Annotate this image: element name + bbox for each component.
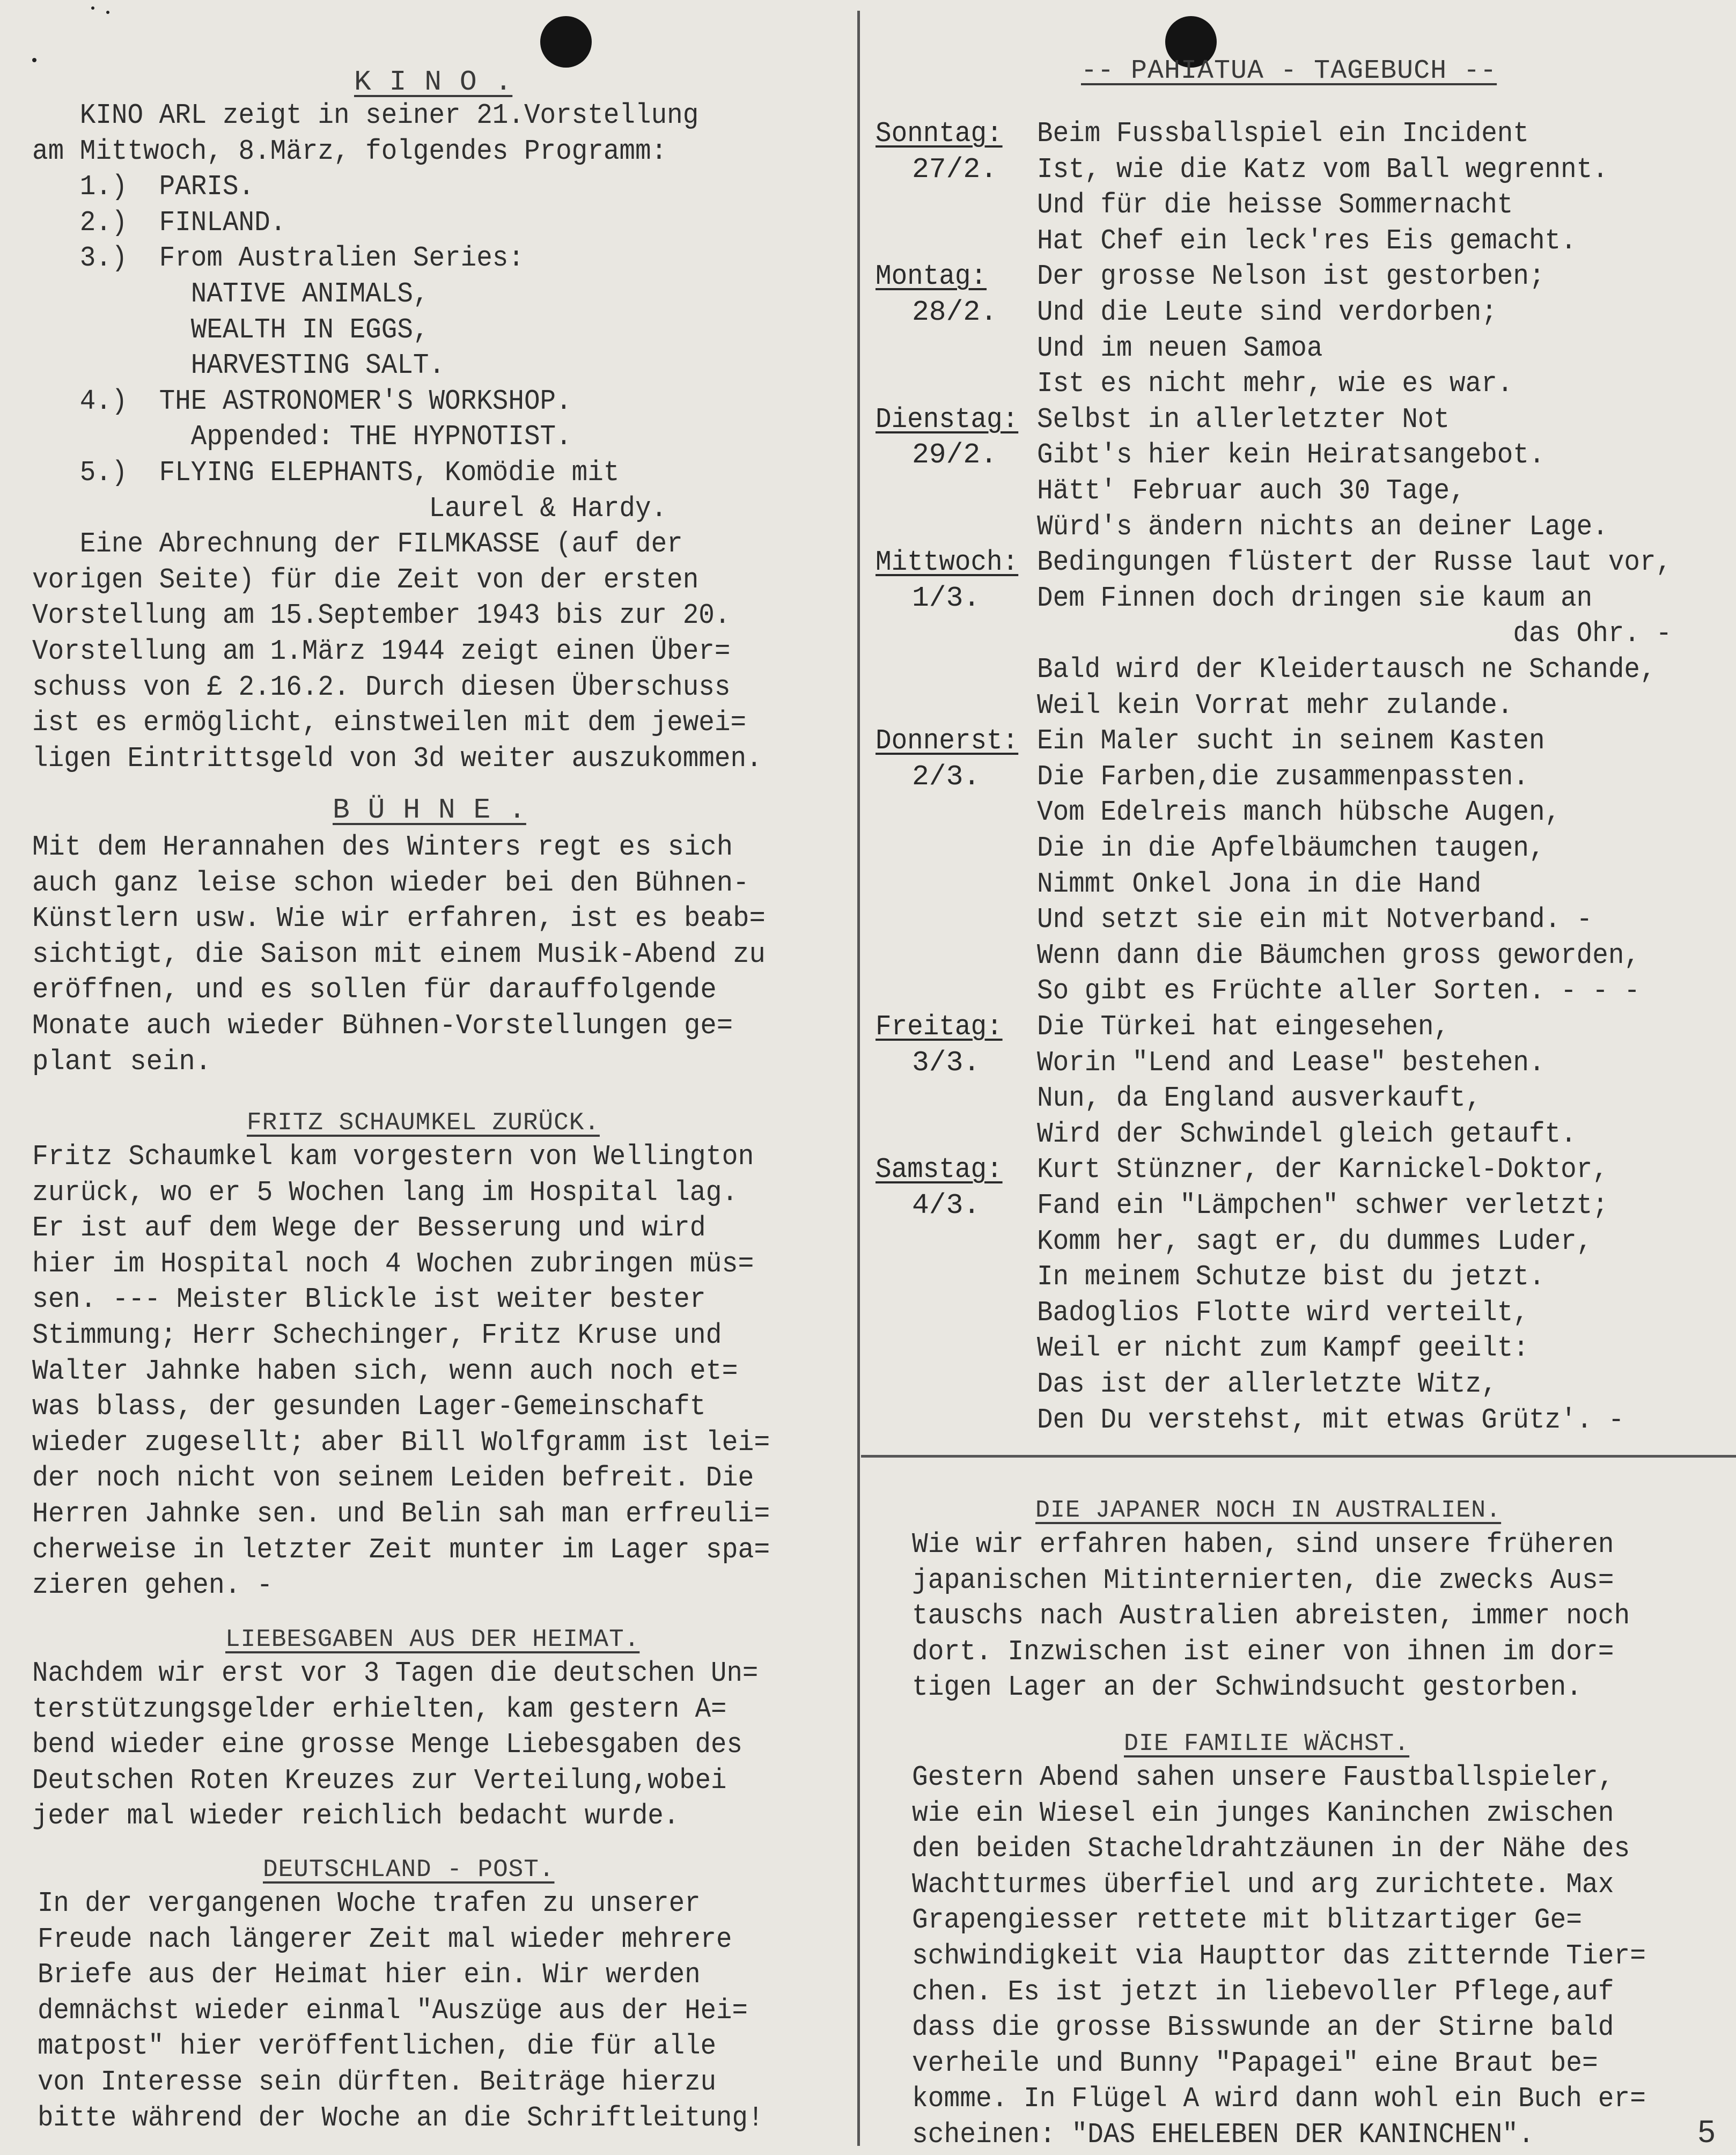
post-heading: DEUTSCHLAND - POST.: [263, 1856, 555, 1884]
text-line: bitte während der Woche an die Schriftleitung!: [38, 2101, 764, 2134]
text-line: zieren gehen. -: [32, 1569, 273, 1602]
diary-verse-line: Ein Maler sucht in seinem Kasten: [1037, 725, 1545, 757]
diary-verse-line: Weil kein Vorrat mehr zulande.: [1037, 689, 1513, 722]
text-line: Eine Abrechnung der FILMKASSE (auf der: [32, 528, 683, 561]
diary-verse-line: Würd's ändern nichts an deiner Lage.: [1037, 510, 1608, 543]
right-column: [861, 0, 1736, 2155]
kino-text: [32, 98, 762, 776]
text-line: KINO ARL zeigt in seiner 21.Vorstellung: [32, 99, 699, 131]
text-line: Walter Jahnke haben sich, wenn auch noch et=: [32, 1355, 738, 1387]
diary-verse-line: Fand ein "Lämpchen" schwer verletzt;: [1037, 1189, 1608, 1222]
text-line: Vorstellung am 15.September 1943 bis zur 20.: [32, 599, 731, 632]
diary-verse-line: Weil er nicht zum Kampf geeilt:: [1037, 1332, 1529, 1365]
text-line: Vorstellung am 1.März 1944 zeigt einen Über=: [32, 635, 731, 667]
text-line: Mit dem Herannahen des Winters regt es sich: [32, 831, 733, 863]
diary-day: [876, 545, 1018, 580]
text-line: HARVESTING SALT.: [32, 349, 445, 382]
liebesgaben-heading: LIEBESGABEN AUS DER HEIMAT.: [225, 1626, 640, 1653]
text-line: 3.) From Australien Series:: [32, 242, 524, 275]
text-line: jeder mal wieder reichlich bedacht wurde.: [32, 1800, 680, 1833]
diary-verse-line: Bedingungen flüstert der Russe laut vor,: [1037, 546, 1672, 579]
text-line: Laurel & Hardy.: [32, 492, 667, 525]
text-line: Er ist auf dem Wege der Besserung und wird: [32, 1212, 706, 1245]
kino-heading: K I N O .: [354, 66, 513, 98]
diary-verse-line: Wenn dann die Bäumchen gross geworden,: [1037, 939, 1641, 972]
buehne-heading: B Ü H N E .: [333, 794, 526, 826]
text-line: Deutschen Roten Kreuzes zur Verteilung,wobei: [32, 1764, 727, 1797]
diary-verse-line: Die Türkei hat eingesehen,: [1037, 1011, 1450, 1043]
text-line: Briefe aus der Heimat hier ein. Wir werden: [38, 1959, 701, 1991]
text-line: Stimmung; Herr Schechinger, Fritz Kruse und: [32, 1319, 722, 1351]
text-line: sichtigt, die Saison mit einem Musik-Abend zu: [32, 938, 766, 970]
text-line: japanischen Mitinternierten, die zwecks Aus=: [912, 1564, 1614, 1597]
text-line: cherweise in letzter Zeit munter im Lager spa=: [32, 1533, 770, 1566]
text-line: auch ganz leise schon wieder bei den Bühnen-: [32, 866, 749, 899]
japaner-text: [912, 1527, 1630, 1705]
diary-verse-line: Komm her, sagt er, du dummes Luder,: [1037, 1225, 1593, 1257]
familie-text: [912, 1760, 1646, 2153]
diary-verse-line: In meinem Schutze bist du jetzt.: [1037, 1261, 1545, 1293]
diary-day-label: Freitag:: [876, 1011, 1003, 1043]
text-line: tigen Lager an der Schwindsucht gestorben.: [912, 1671, 1582, 1704]
text-line: schwindigkeit via Haupttor das zitternde Tier=: [912, 1939, 1646, 1972]
text-line: zurück, wo er 5 Wochen lang im Hospital lag.: [32, 1176, 738, 1209]
diary-verse-line: Gibt's hier kein Heiratsangebot.: [1037, 439, 1545, 472]
diary-verse-line: Selbst in allerletzter Not: [1037, 403, 1450, 436]
text-line: scheinen: "DAS EHELEBEN DER KANINCHEN".: [912, 2118, 1534, 2151]
text-line: demnächst wieder einmal "Auszüge aus der Hei=: [38, 1994, 748, 2027]
liebesgaben-text: [32, 1656, 758, 1834]
text-line: vorigen Seite) für die Zeit von der ersten: [32, 563, 699, 596]
diary-verse-line: Das ist der allerletzte Witz,: [1037, 1368, 1497, 1400]
schaumkel-heading: FRITZ SCHAUMKEL ZURÜCK.: [247, 1109, 600, 1137]
diary-day-label: Donnerst:: [876, 725, 1019, 757]
text-line: bend wieder eine grosse Menge Liebesgaben des: [32, 1729, 742, 1761]
diary-day: [876, 259, 987, 295]
diary-date: 3/3.: [912, 1046, 981, 1079]
post-text: [38, 1886, 763, 2136]
text-line: NATIVE ANIMALS,: [32, 277, 429, 310]
diary-verse-line: Nimmt Onkel Jona in die Hand: [1037, 867, 1482, 900]
text-line: Appended: THE HYPNOTIST.: [32, 421, 572, 453]
text-line: chen. Es ist jetzt in liebevoller Pflege,auf: [912, 1975, 1614, 2008]
japaner-heading: DIE JAPANER NOCH IN AUSTRALIEN.: [1035, 1497, 1502, 1524]
diary-day: [876, 1152, 1003, 1188]
diary-day-label: Dienstag:: [876, 403, 1019, 436]
text-line: schuss von £ 2.16.2. Durch diesen Überschuss: [32, 671, 731, 703]
text-line: den beiden Stacheldrahtzäunen in der Nähe des: [912, 1833, 1630, 1865]
text-line: Monate auch wieder Bühnen-Vorstellungen ge=: [32, 1009, 733, 1042]
text-line: ist es ermöglicht, einstweilen mit dem jewei=: [32, 707, 747, 739]
text-line: Wachtturmes überfiel und arg zurichtete. Max: [912, 1868, 1614, 1901]
diary-date: 2/3.: [912, 760, 981, 793]
diary-verse-line: Und setzt sie ein mit Notverband. -: [1037, 903, 1593, 936]
diary-verse-line: Bald wird der Kleidertausch ne Schande,: [1037, 653, 1656, 686]
text-line: am Mittwoch, 8.März, folgendes Programm:: [32, 135, 667, 167]
text-line: komme. In Flügel A wird dann wohl ein Buch er=: [912, 2083, 1646, 2115]
diary-verse-line: Hätt' Februar auch 30 Tage,: [1037, 475, 1466, 507]
text-line: wie ein Wiesel ein junges Kaninchen zwischen: [912, 1797, 1614, 1829]
text-line: ligen Eintrittsgeld von 3d weiter auszukommen.: [32, 742, 762, 775]
left-column: [0, 0, 857, 2155]
text-line: was blass, der gesunden Lager-Gemeinschaft: [32, 1391, 706, 1423]
text-line: eröffnen, und es sollen für darauffolgende: [32, 974, 717, 1006]
diary-verse-line: Die Farben,die zusammenpassten.: [1037, 760, 1529, 793]
diary-verse-line: Und die Leute sind verdorben;: [1037, 296, 1497, 328]
text-line: In der vergangenen Woche trafen zu unserer: [38, 1887, 701, 1919]
column-divider: [857, 11, 860, 2146]
diary-verse-line: Den Du verstehst, mit etwas Grütz'. -: [1037, 1403, 1624, 1436]
text-line: tauschs nach Australien abreisten, immer noch: [912, 1600, 1630, 1632]
text-line: terstützungsgelder erhielten, kam gestern A=: [32, 1693, 727, 1725]
diary-verse-line: Kurt Stünzner, der Karnickel-Doktor,: [1037, 1153, 1608, 1186]
diary-day: [876, 402, 1018, 438]
text-line: von Interesse sein dürften. Beiträge hierzu: [38, 2065, 717, 2098]
diary-verse-line: Der grosse Nelson ist gestorben;: [1037, 260, 1545, 293]
diary-verse-line: Die in die Apfelbäumchen taugen,: [1037, 832, 1545, 864]
diary-day: [876, 1009, 1003, 1045]
text-line: 1.) PARIS.: [32, 171, 255, 203]
text-line: plant sein.: [32, 1045, 212, 1078]
text-line: Herren Jahnke sen. und Belin sah man erfreuli=: [32, 1497, 770, 1530]
diary-verse-line: So gibt es Früchte aller Sorten. - - -: [1037, 975, 1641, 1007]
diary-verse-line: Dem Finnen doch dringen sie kaum an: [1037, 582, 1593, 614]
text-line: dort. Inzwischen ist einer von ihnen im dor=: [912, 1635, 1614, 1668]
schaumkel-text: [32, 1139, 770, 1604]
diary-verse-line: Ist, wie die Katz vom Ball wegrennt.: [1037, 153, 1608, 186]
diary-verse-line: Und für die heisse Sommernacht: [1037, 189, 1513, 222]
diary-day: [876, 723, 1018, 759]
diary-date: 4/3.: [912, 1189, 981, 1222]
text-line: Wie wir erfahren haben, sind unsere früheren: [912, 1528, 1614, 1561]
diary-day: [876, 116, 1003, 152]
buehne-text: [32, 829, 766, 1079]
diary-day-label: Samstag:: [876, 1153, 1003, 1186]
diary-date: 27/2.: [912, 153, 998, 186]
text-line: WEALTH IN EGGS,: [32, 313, 429, 346]
text-line: Nachdem wir erst vor 3 Tagen die deutschen Un=: [32, 1657, 759, 1689]
diary-verse-line: Nun, da England ausverkauft,: [1037, 1082, 1482, 1115]
page-number: 5: [1698, 2114, 1716, 2149]
text-line: Künstlern usw. Wie wir erfahren, ist es beab=: [32, 902, 766, 935]
diary-verse-line: Vom Edelreis manch hübsche Augen,: [1037, 796, 1561, 829]
diary-verse-line: Worin "Lend and Lease" bestehen.: [1037, 1046, 1545, 1079]
text-line: Grapengiesser rettete mit blitzartiger Ge=: [912, 1904, 1582, 1937]
text-line: matpost" hier veröffentlichen, die für alle: [38, 2030, 717, 2063]
diary-verse-line: Beim Fussballspiel ein Incident: [1037, 117, 1529, 150]
diary-day-label: Mittwoch:: [876, 546, 1019, 579]
diary-day-label: Sonntag:: [876, 117, 1003, 150]
text-line: der noch nicht von seinem Leiden befreit. Die: [32, 1462, 754, 1495]
familie-heading: DIE FAMILIE WÄCHST.: [1124, 1730, 1410, 1757]
text-line: Freude nach längerer Zeit mal wieder mehrere: [38, 1923, 732, 1955]
text-line: Fritz Schaumkel kam vorgestern von Wellington: [32, 1141, 754, 1173]
diary-verse-line: Hat Chef ein leck'res Eis gemacht.: [1037, 224, 1577, 257]
text-line: hier im Hospital noch 4 Wochen zubringen müs=: [32, 1247, 754, 1280]
diary-verse-line: Ist es nicht mehr, wie es war.: [1037, 367, 1513, 400]
diary-date: 1/3.: [912, 582, 981, 614]
text-line: 2.) FINLAND.: [32, 206, 286, 239]
text-line: dass die grosse Bisswunde an der Stirne bald: [912, 2011, 1614, 2044]
diary-verse-line: Wird der Schwindel gleich getauft.: [1037, 1117, 1577, 1150]
diary-date: 28/2.: [912, 296, 998, 328]
text-line: verheile und Bunny "Papagei" eine Braut be=: [912, 2047, 1598, 2079]
diary-day-label: Montag:: [876, 260, 987, 293]
text-line: 5.) FLYING ELEPHANTS, Komödie mit: [32, 456, 620, 489]
diary-heading: -- PAHIATUA - TAGEBUCH --: [1081, 56, 1497, 86]
diary-date: 29/2.: [912, 439, 998, 472]
diary-verse-line: Badoglios Flotte wird verteilt,: [1037, 1296, 1529, 1329]
diary-verse-line: das Ohr. -: [1037, 617, 1672, 650]
diary-verse-line: Und im neuen Samoa: [1037, 332, 1323, 364]
text-line: Gestern Abend sahen unsere Faustballspieler,: [912, 1761, 1614, 1793]
text-line: 4.) THE ASTRONOMER'S WORKSHOP.: [32, 385, 572, 417]
text-line: wieder zugesellt; aber Bill Wolfgramm ist lei=: [32, 1426, 770, 1459]
text-line: sen. --- Meister Blickle ist weiter bester: [32, 1283, 706, 1316]
